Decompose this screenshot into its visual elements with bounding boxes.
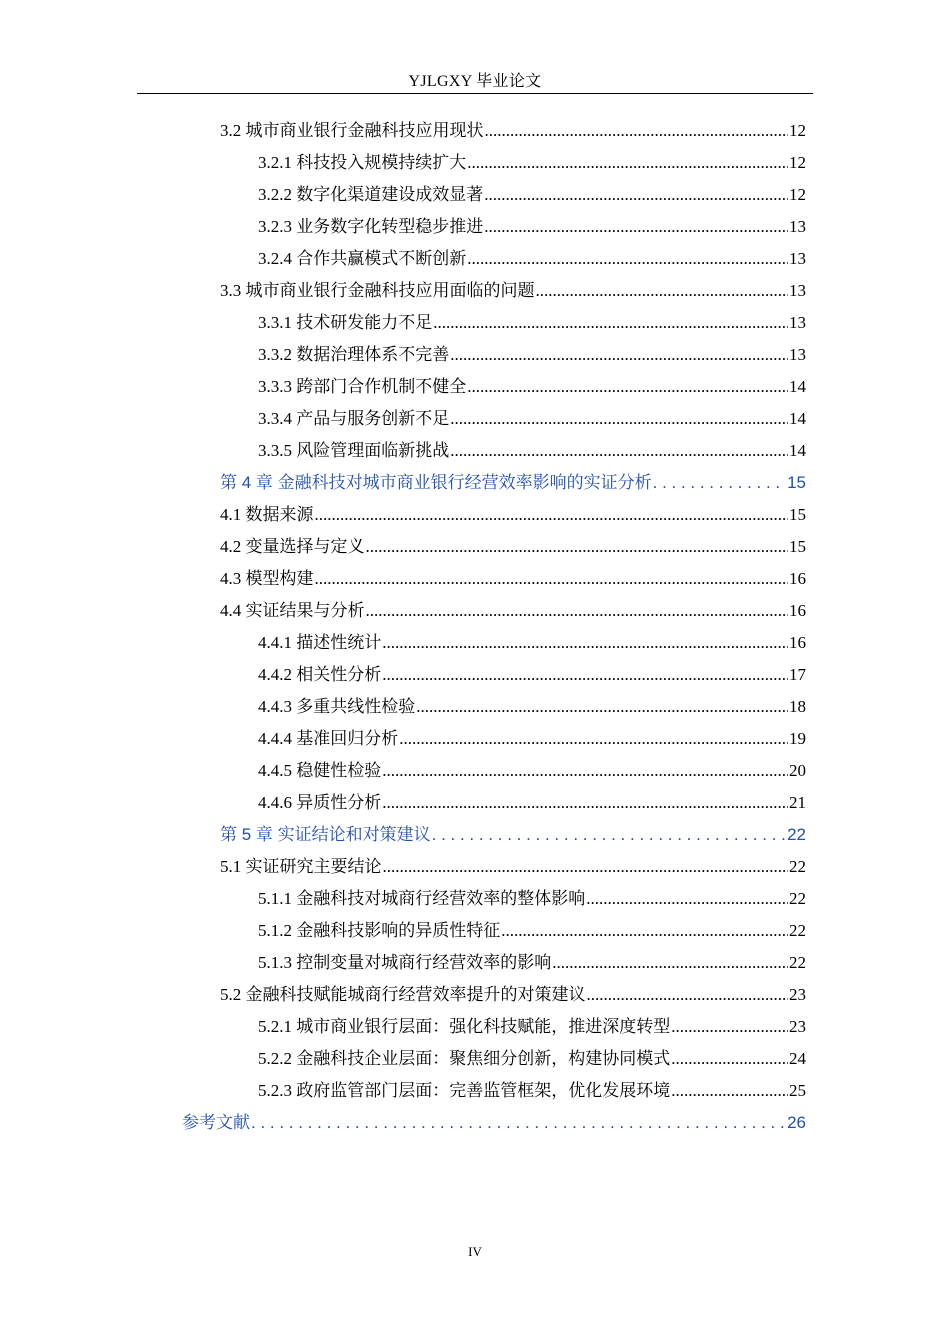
toc-entry[interactable] [258,629,806,661]
toc-entry[interactable] [258,181,806,213]
toc-entry-title: 第 4 章 金融科技对城市商业银行经营效率影响的实证分析 [220,473,652,492]
toc-entry-page: 16 [789,601,806,620]
toc-entry-page: 13 [789,313,806,332]
toc-entry-page: 25 [789,1081,806,1100]
toc-entry-title: 4.2 变量选择与定义 [220,537,365,556]
toc-entry[interactable] [220,277,806,309]
toc-entry-page: 22 [789,857,806,876]
toc-dot-leader [315,565,789,593]
toc-dot-leader [536,277,789,305]
toc-entry[interactable] [258,405,806,437]
toc-entry-title: 5.2 金融科技赋能城商行经营效率提升的对策建议 [220,985,586,1004]
toc-dot-leader [671,1013,788,1041]
toc-entry-page: 15 [789,537,806,556]
toc-dot-leader [671,1077,788,1105]
toc-entry-title: 3.2.2 数字化渠道建设成效显著 [258,185,484,204]
toc-entry[interactable] [258,949,806,981]
toc-entry-page: 13 [789,281,806,300]
toc-dot-leader [450,405,788,433]
running-header: YJLGXY 毕业论文 [408,73,542,90]
toc-entry-title: 4.4 实证结果与分析 [220,601,365,620]
toc-entry-page: 14 [789,409,806,428]
toc-entry-page: 13 [789,249,806,268]
toc-entry-title: 3.3.1 技术研发能力不足 [258,313,433,332]
toc-entry-page: 24 [789,1049,806,1068]
toc-entry-page: 19 [789,729,806,748]
toc-entry[interactable] [258,213,806,245]
toc-entry-page: 15 [787,473,806,492]
toc-chapter-entry[interactable] [220,469,806,501]
toc-entry-title: 4.4.2 相关性分析 [258,665,382,684]
toc-entry[interactable] [258,693,806,725]
toc-entry-page: 12 [789,121,806,140]
toc-dot-leader [653,469,786,497]
toc-entry[interactable] [258,149,806,181]
toc-entry-title: 3.2.4 合作共赢模式不断创新 [258,249,467,268]
toc-dot-leader [251,1109,786,1137]
toc-entry[interactable] [258,885,806,917]
toc-entry-page: 12 [789,185,806,204]
toc-chapter-entry[interactable] [182,1109,806,1141]
toc-entry[interactable] [258,917,806,949]
toc-dot-leader [416,693,788,721]
toc-entry[interactable] [220,533,806,565]
toc-entry-page: 23 [789,1017,806,1036]
toc-dot-leader [399,725,788,753]
toc-entry-page: 14 [789,377,806,396]
toc-entry-page: 13 [789,217,806,236]
toc-entry-title: 4.4.4 基准回归分析 [258,729,399,748]
toc-entry-title: 3.2 城市商业银行金融科技应用现状 [220,121,484,140]
toc-entry-page: 22 [787,825,806,844]
toc-entry-title: 5.1.3 控制变量对城商行经营效率的影响 [258,953,552,972]
toc-entry-title: 4.4.1 描述性统计 [258,633,382,652]
toc-entry[interactable] [258,1045,806,1077]
toc-dot-leader [552,949,788,977]
toc-entry-title: 4.4.5 稳健性检验 [258,761,382,780]
toc-entry-page: 16 [789,569,806,588]
toc-entry[interactable] [220,501,806,533]
toc-dot-leader [485,117,789,145]
toc-dot-leader [366,597,789,625]
toc-entry-page: 22 [789,921,806,940]
toc-entry[interactable] [220,981,806,1013]
toc-entry-page: 21 [789,793,806,812]
toc-entry-title: 4.4.3 多重共线性检验 [258,697,416,716]
toc-dot-leader [383,853,789,881]
toc-entry[interactable] [258,1077,806,1109]
toc-dot-leader [484,213,788,241]
toc-entry-page: 20 [789,761,806,780]
toc-entry[interactable] [258,789,806,821]
toc-entry-title: 4.4.6 异质性分析 [258,793,382,812]
toc-entry[interactable] [220,597,806,629]
toc-dot-leader [382,757,788,785]
toc-entry[interactable] [220,853,806,885]
toc-entry[interactable] [258,661,806,693]
toc-entry-page: 23 [789,985,806,1004]
toc-dot-leader [587,981,789,1009]
toc-entry-title: 参考文献 [182,1113,250,1132]
toc-dot-leader [366,533,789,561]
toc-dot-leader [433,309,788,337]
toc-entry[interactable] [258,725,806,757]
toc-chapter-entry[interactable] [220,821,806,853]
toc-dot-leader [382,789,788,817]
toc-entry[interactable] [258,245,806,277]
toc-entry[interactable] [258,757,806,789]
toc-dot-leader [484,181,788,209]
toc-entry-page: 12 [789,153,806,172]
toc-entry-page: 15 [789,505,806,524]
toc-dot-leader [671,1045,788,1073]
toc-entry-title: 4.3 模型构建 [220,569,314,588]
toc-dot-leader [467,245,788,273]
toc-dot-leader [501,917,788,945]
toc-entry-title: 4.1 数据来源 [220,505,314,524]
toc-entry-page: 26 [787,1113,806,1132]
toc-dot-leader [467,373,788,401]
toc-entry-page: 16 [789,633,806,652]
toc-entry-title: 3.2.3 业务数字化转型稳步推进 [258,217,484,236]
toc-entry-title: 3.3.5 风险管理面临新挑战 [258,441,450,460]
toc-entry[interactable] [258,1013,806,1045]
toc-entry[interactable] [258,341,806,373]
toc-entry-page: 18 [789,697,806,716]
toc-entry[interactable] [258,437,806,469]
toc-dot-leader [382,629,788,657]
toc-entry[interactable] [258,373,806,405]
toc-entry-title: 5.2.2 金融科技企业层面：聚焦细分创新，构建协同模式 [258,1049,671,1068]
toc-entry-page: 17 [789,665,806,684]
toc-dot-leader [315,501,789,529]
toc-entry-page: 14 [789,441,806,460]
toc-dot-leader [450,341,788,369]
toc-entry-title: 3.3.3 跨部门合作机制不健全 [258,377,467,396]
toc-entry-page: 22 [789,953,806,972]
toc-entry-title: 3.3 城市商业银行金融科技应用面临的问题 [220,281,535,300]
header-rule [137,93,813,94]
toc-entry-title: 5.2.1 城市商业银行层面：强化科技赋能，推进深度转型 [258,1017,671,1036]
toc-entry-title: 第 5 章 实证结论和对策建议 [220,825,431,844]
toc-entry-title: 5.1.1 金融科技对城商行经营效率的整体影响 [258,889,586,908]
toc-dot-leader [467,149,788,177]
toc-entry-title: 3.2.1 科技投入规模持续扩大 [258,153,467,172]
toc-entry[interactable] [220,565,806,597]
toc-entry-title: 5.2.3 政府监管部门层面：完善监管框架，优化发展环境 [258,1081,671,1100]
toc-entry-page: 22 [789,889,806,908]
toc-entry-page: 13 [789,345,806,364]
toc-dot-leader [450,437,788,465]
toc-entry-title: 3.3.4 产品与服务创新不足 [258,409,450,428]
toc-entry[interactable] [220,117,806,149]
toc-entry[interactable] [258,309,806,341]
toc-entry-title: 5.1.2 金融科技影响的异质性特征 [258,921,501,940]
page-number: IV [468,1244,482,1259]
toc-entry-title: 5.1 实证研究主要结论 [220,857,382,876]
toc-dot-leader [432,821,786,849]
toc-dot-leader [586,885,788,913]
toc-dot-leader [382,661,788,689]
toc-entry-title: 3.3.2 数据治理体系不完善 [258,345,450,364]
